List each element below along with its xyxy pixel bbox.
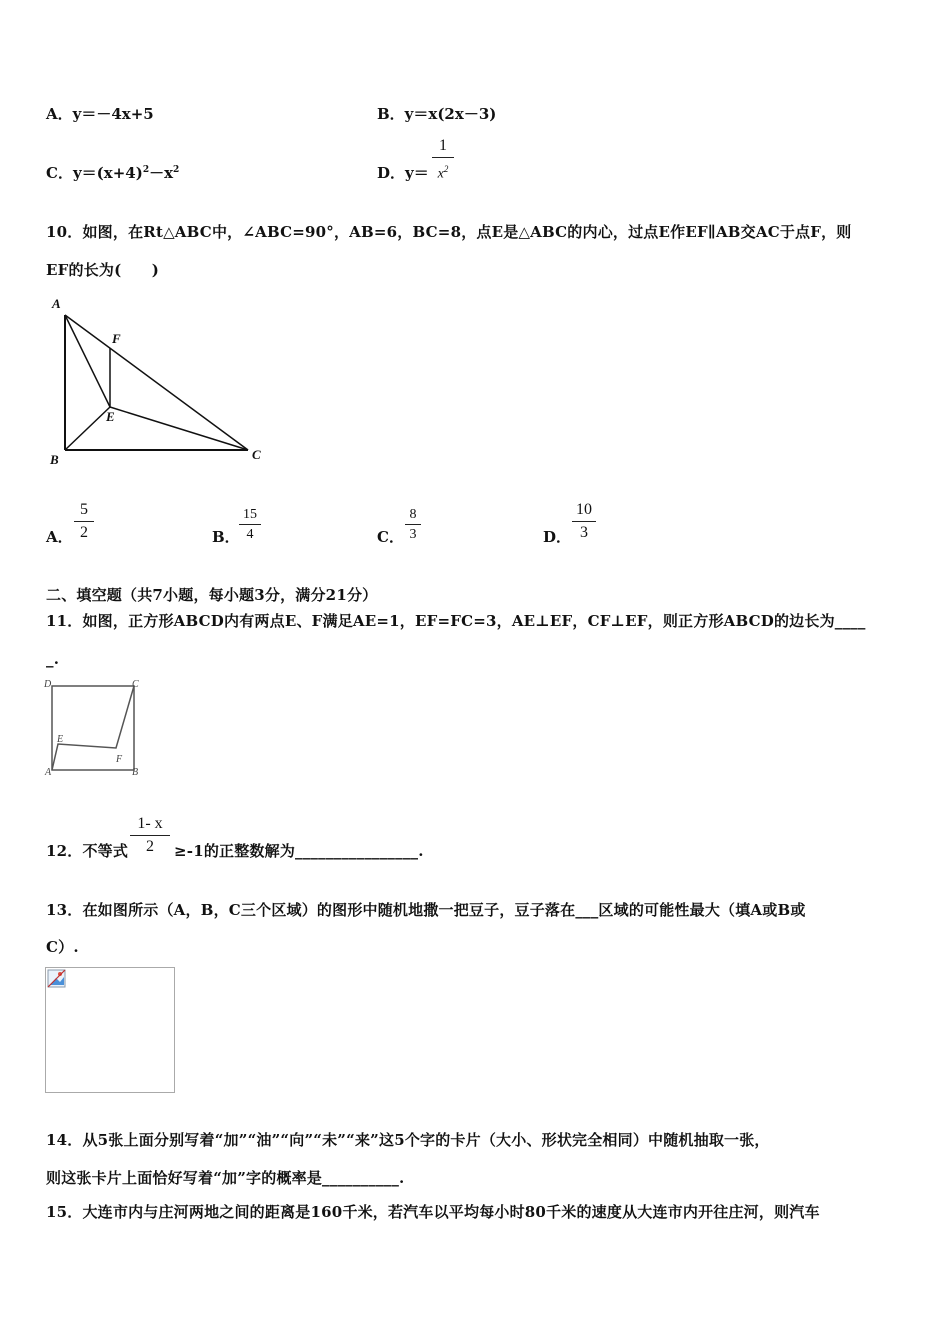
label-b: B [132, 767, 139, 778]
q11-text-line2: _. [46, 650, 60, 668]
q10-option-a-fraction: 5 2 [74, 501, 94, 542]
q10-option-b-label: B． [212, 528, 240, 546]
q9-option-a: A．y＝－4x+5 [46, 105, 154, 123]
q10-triangle-figure [40, 292, 280, 472]
q9-option-d: D．y＝ [377, 164, 429, 182]
q14-text-line2: 则这张卡片上面恰好写着“加”字的概率是__________. [46, 1169, 405, 1187]
q9-option-c: C．$y=(x+4)^2-x^2$ [46, 164, 180, 182]
q10-option-c-label: C． [377, 528, 404, 546]
q10-text-line2: EF的长为( ) [46, 261, 160, 279]
q15-text-line1: 15．大连市内与庄河两地之间的距离是160千米，若汽车以平均每小时80千米的速度从大连市内开往庄河，则汽车 [46, 1203, 820, 1221]
q10-text-line1: 10．如图，在Rt△ABC中，∠ABC=90°，AB=6，BC=8，点E是△ABC的内心，过点E作EF∥AB交AC于点F，则 [46, 223, 852, 241]
q13-text-line2: C）. [46, 938, 79, 956]
segment-ce [110, 407, 248, 450]
q9-option-d-fraction: 1 $x^2$ [432, 137, 454, 184]
q13-figure-placeholder [45, 967, 175, 1093]
q12-suffix: ≥-1的正整数解为________________. [174, 842, 424, 860]
label-b: B [50, 452, 59, 467]
q14-text-line1: 14．从5张上面分别写着“加”“油”“向”“未”“来”这5个字的卡片（大小、形状完全相同）中随机抽取一张， [46, 1131, 770, 1149]
q10-option-a-label: A． [46, 528, 73, 546]
segment-be [65, 407, 110, 450]
label-f: F [112, 331, 121, 346]
label-d: D [44, 679, 52, 690]
label-e: E [57, 734, 64, 745]
q11-square-figure [40, 676, 150, 782]
label-a: A [52, 296, 61, 311]
label-a: A [45, 767, 52, 778]
q9-option-b: B．y＝x(2x－3) [377, 105, 497, 123]
segment-ae [65, 315, 110, 407]
broken-image-icon [47, 969, 67, 989]
q13-text-line1: 13．在如图所示（A，B，C三个区域）的图形中随机地撒一把豆子，豆子落在___区域的可能性最大（填A或B或 [46, 901, 806, 919]
q10-option-d-label: D． [543, 528, 572, 546]
q11-text-line1: 11．如图，正方形ABCD内有两点E、F满足AE=1，EF=FC=3，AE⊥EF，CF⊥EF，则正方形ABCD的边长为____ [46, 612, 866, 630]
segment-ac [65, 315, 248, 450]
section2-heading: 二、填空题（共7小题，每小题3分，满分21分） [46, 586, 378, 604]
q12-prefix: 12．不等式 [46, 842, 129, 860]
label-c: C [252, 447, 261, 462]
label-c: C [132, 679, 139, 690]
q10-option-b-fraction: 15 4 [239, 507, 261, 542]
q10-option-d-fraction: 10 3 [572, 501, 596, 542]
q12-fraction: 1- x 2 [130, 815, 170, 856]
label-f: F [116, 754, 123, 765]
label-e: E [106, 409, 115, 424]
q10-option-c-fraction: 8 3 [405, 507, 421, 542]
